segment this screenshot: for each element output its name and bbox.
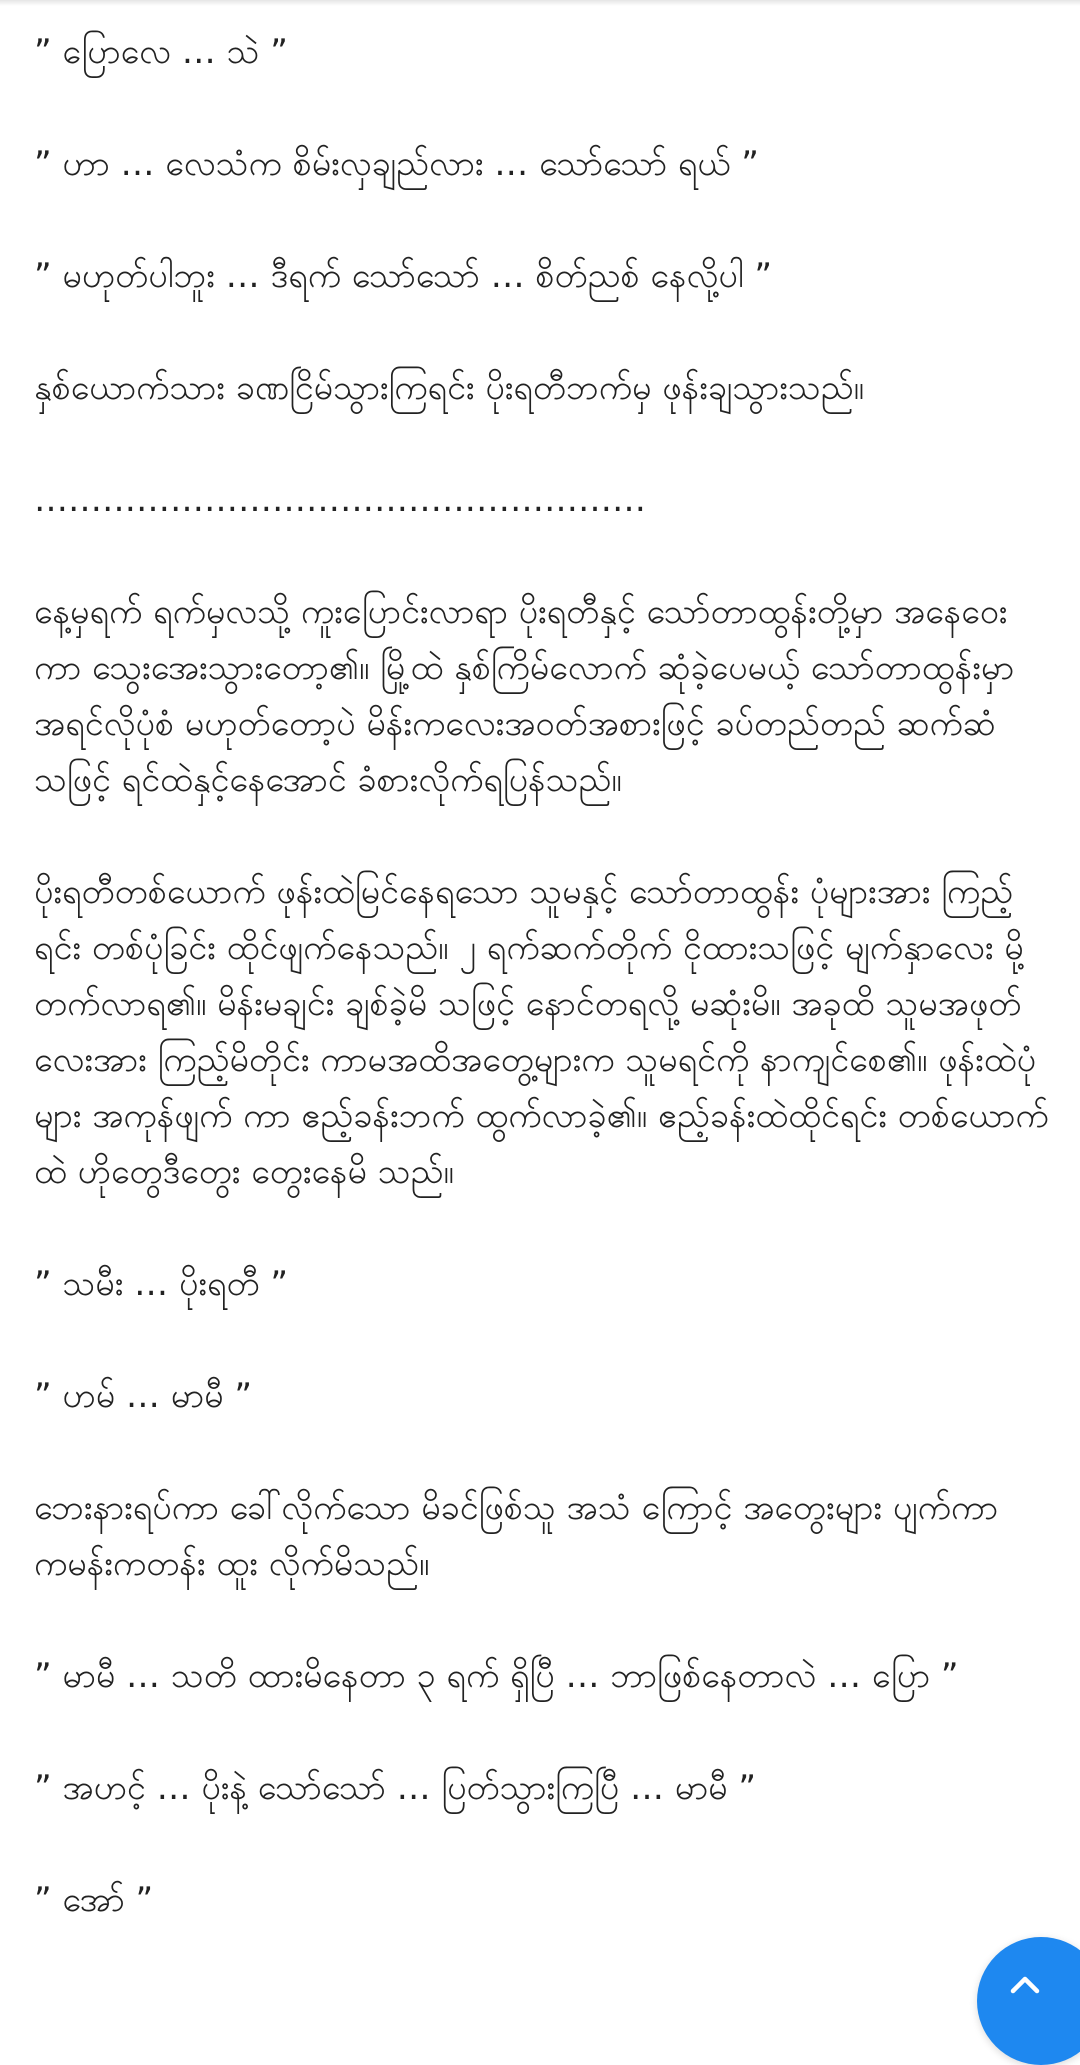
narration-paragraph: ပိုးရတီတစ်ယောက် ဖုန်းထဲမြင်နေရသော သူမနှင့် သော်တာထွန်း ပုံများအား ကြည့်ရင်း တစ်ပုံခြင်း ထိုင်ဖျက်နေသည်။ ၂ ရက်ဆက်တိုက် ငိုထားသဖြင့် မျက်နှာလေး မို့တက်လာရ၏။ မိန်းမချင်း ချစ်ခဲ့မိ သဖြင့် နောင်တရလို့ မဆုံးမိ။ အခုထိ သူမအဖုတ် လေးအား ကြည့်မိတိုင်း ကာမအထိအတွေ့များက သူမရင်ကို နာကျင်စေ၏။ ဖုန်းထဲပုံများ အကုန်ဖျက် ကာ ဧည့်ခန်းဘက် ထွက်လာခဲ့၏။ ဧည့်ခန်းထဲထိုင်ရင်း တစ်ယောက်ထဲ ဟိုတွေဒီတွေး တွေးနေမိ သည်။ [34,872,1049,1192]
dialogue-line: ” အော် ” [34,1880,154,1920]
dialogue-line: ” သမီး … ပိုးရတီ ” [34,1264,289,1304]
narration-paragraph: နှစ်ယောက်သား ခဏငြိမ်သွားကြရင်း ပိုးရတီဘက်မှ ဖုန်းချသွားသည်။ [34,368,864,408]
narration-paragraph: ဘေးနားရပ်ကာ ခေါ်လိုက်သော မိခင်ဖြစ်သူ အသံ ကြောင့် အတွေးများ ပျက်ကာ ကမန်းကတန်း ထူး လိုက်မိသည်။ [34,1488,1009,1584]
dialogue-line: ” မဟုတ်ပါဘူး … ဒီရက် သော်သော် … စိတ်ညစ် နေလို့ပါ ” [34,256,773,296]
narration-paragraph: နေ့မှရက် ရက်မှလသို့ ကူးပြောင်းလာရာ ပိုးရတီနှင့် သော်တာထွန်းတို့မှာ အနေဝေးကာ သွေးအေးသွားတော့၏။ မြို့ထဲ နှစ်ကြိမ်လောက် ဆုံခဲ့ပေမယ့် သော်တာထွန်းမှာ အရင်လိုပုံစံ မဟုတ်တော့ပဲ မိန်းကလေးအဝတ်အစားဖြင့် ခပ်တည်တည် ဆက်ဆံသဖြင့် ရင်ထဲနှင့်နေအောင် ခံစားလိုက်ရပြန်သည်။ [34,592,1026,800]
section-divider: ……………………………………………… [34,480,646,520]
dialogue-line: ” ဟမ် … မာမီ ” [34,1376,252,1416]
dialogue-line: ” မာမီ … သတိ ထားမိနေတာ ၃ ရက် ရှိပြီ … ဘာဖြစ်နေတာလဲ … ပြော ” [34,1656,959,1696]
dialogue-line: ” ပြောလေ … သဲ ” [34,32,288,72]
article-body [34,24,1054,1984]
dialogue-line: ” ဟာ … လေသံက စိမ်းလှချည်လား … သော်သော် ရယ် ” [34,144,759,184]
top-shadow [0,0,1080,6]
chevron-up-icon [1005,1965,1045,2005]
dialogue-line: ” အဟင့် … ပိုးနဲ့ သော်သော် … ပြတ်သွားကြပြီ … မာမီ ” [34,1768,757,1808]
